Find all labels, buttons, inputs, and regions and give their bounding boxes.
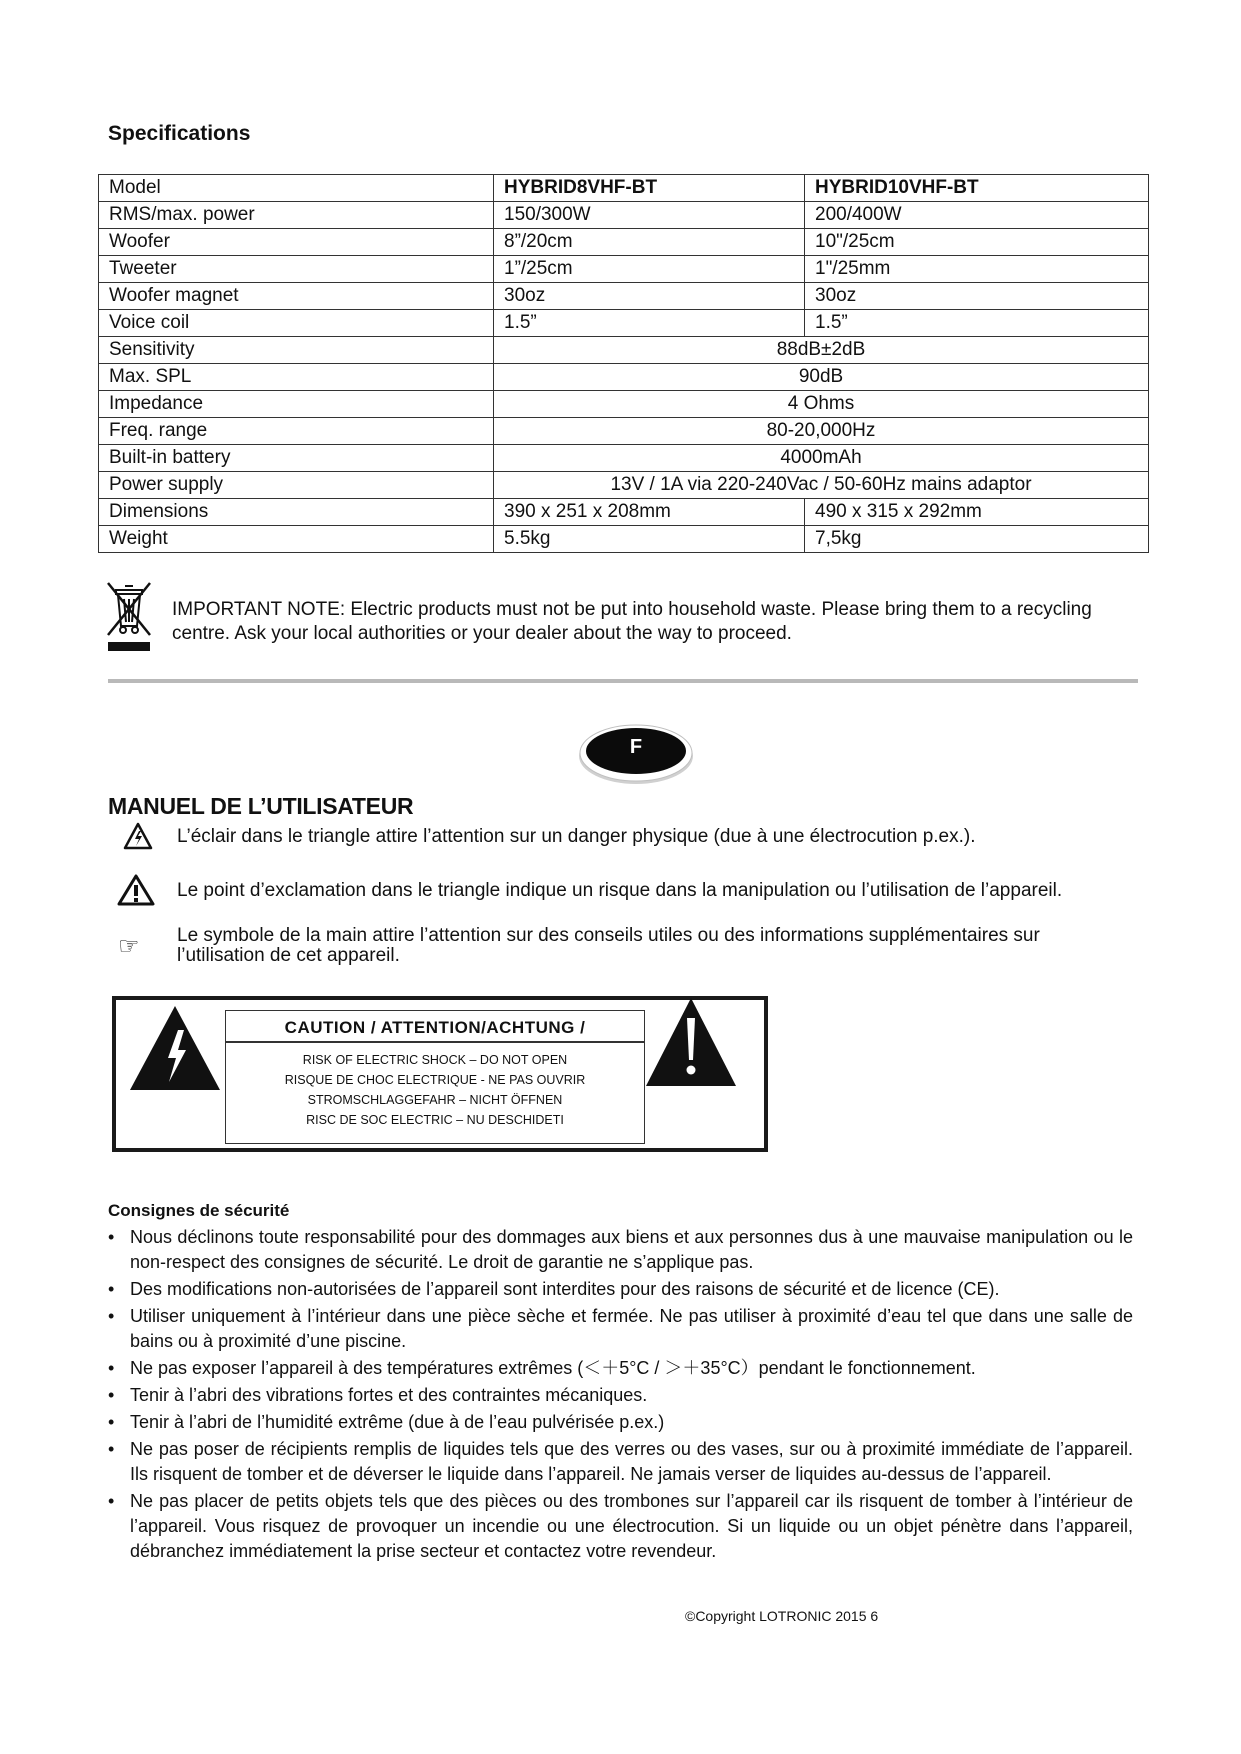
list-item: • Nous déclinons toute responsabilité pour des dommages aux biens et aux personnes dus à une mauvaise manipulation ou le non-respect des consignes de sécurité. Le droit de garantie ne s’applique pas. [108,1225,1133,1275]
table-row [99,337,1149,364]
caution-lines [225,1050,645,1130]
list-item: • Ne pas poser de récipients remplis de liquides tels que des verres ou des vases, sur ou à proximité immédiate de l’appareil. Ils risquent de tomber et de déverser le liquide dans l’appareil. Ne jamais verser de liquides au-dessus de l’appareil. [108,1437,1133,1487]
row-label: Woofer [99,229,494,256]
electric-shock-triangle-icon [128,1004,222,1092]
row-label: Woofer magnet [99,283,494,310]
important-note: IMPORTANT NOTE: Electric products must not be put into household waste. Please bring them to a recycling centre. Ask your local authorities or your dealer about the way to proceed. [172,599,1092,644]
value-hybrid8: 5.5kg [494,526,805,553]
row-label: Tweeter [99,256,494,283]
merged-value: 80-20,000Hz [494,418,1149,445]
table-row [99,499,1149,526]
merged-value: 90dB [494,364,1149,391]
merged-value: 13V / 1A via 220-240Vac / 50-60Hz mains adaptor [494,472,1149,499]
caution-line: RISK OF ELECTRIC SHOCK – DO NOT OPEN [302,1053,568,1067]
caution-line: RISC DE SOC ELECTRIC – NU DESCHIDETI [306,1113,564,1127]
list-item: • Tenir à l’abri de l’humidité extrême (due à de l’eau pulvérisée p.ex.) [108,1410,1133,1435]
section-divider [108,679,1138,683]
table-row [99,445,1149,472]
symbol-text-hand: Le symbole de la main attire l’attention sur des conseils utiles ou des informations supplémentaires sur l’utilisation de cet appareil. [177,925,1040,966]
specifications-title: Specifications [108,122,251,145]
symbol-text-lightning: L’éclair dans le triangle attire l’attention sur un danger physique (due à une électrocution p.ex.). [177,826,976,847]
lightning-warning-icon [123,822,153,850]
table-row [99,202,1149,229]
caution-line: RISQUE DE CHOC ELECTRIQUE - NE PAS OUVRIR [284,1073,586,1087]
value-hybrid10: 30oz [805,283,1149,310]
row-label: Weight [99,526,494,553]
copyright-footer: ©Copyright LOTRONIC 2015 6 [685,1608,879,1624]
value-hybrid8: 8”/20cm [494,229,805,256]
row-label: Power supply [99,472,494,499]
value-hybrid8: 30oz [494,283,805,310]
value-hybrid8: 1”/25cm [494,256,805,283]
list-item: • Utiliser uniquement à l’intérieur dans une pièce sèche et fermée. Ne pas utiliser à proximité d’eau tel que dans une salle de bains ou à proximité d’une piscine. [108,1304,1133,1354]
caution-title: CAUTION / ATTENTION/ACHTUNG / [284,1018,586,1037]
consignes-title: Consignes de sécurité [108,1201,290,1220]
header-cell-hybrid10: HYBRID10VHF-BT [805,175,1149,202]
language-badge [577,720,695,786]
list-item: • Des modifications non-autorisées de l’appareil sont interdites pour des raisons de sécurité et de licence (CE). [108,1277,1133,1302]
table-row [99,391,1149,418]
merged-value: 88dB±2dB [494,337,1149,364]
merged-value: 4 Ohms [494,391,1149,418]
row-label: Dimensions [99,499,494,526]
row-label: Voice coil [99,310,494,337]
list-item: • Ne pas placer de petits objets tels que des pièces ou des trombones sur l’appareil car ils risquent de tomber à l’intérieur de l’appareil. Vous risquez de provoquer un incendie ou une électrocution. Si un liquide ou un objet pénètre dans l’appareil, débranchez immédiatement la prise secteur et contactez votre revendeur. [108,1489,1133,1564]
safety-list [108,1225,1133,1566]
header-cell-model: Model [99,175,494,202]
list-item: • Ne pas exposer l’appareil à des températures extrêmes (＜＋5°C / ＞＋35°C）pendant le fonctionnement. [108,1356,1133,1381]
table-row [99,256,1149,283]
symbol-text-exclamation: Le point d’exclamation dans le triangle indique un risque dans la manipulation ou l’utilisation de l’appareil. [177,880,1063,901]
value-hybrid10: 1"/25mm [805,256,1149,283]
table-row [99,472,1149,499]
row-label: Max. SPL [99,364,494,391]
row-label: Sensitivity [99,337,494,364]
table-row [99,526,1149,553]
caution-title-divider [225,1041,645,1043]
merged-value: 4000mAh [494,445,1149,472]
table-header-row [99,175,1149,202]
manuel-title: MANUEL DE L’UTILISATEUR [108,793,414,819]
value-hybrid8: 390 x 251 x 208mm [494,499,805,526]
value-hybrid10: 10"/25cm [805,229,1149,256]
table-row [99,283,1149,310]
row-label: RMS/max. power [99,202,494,229]
caution-line: STROMSCHLAGGEFAHR – NICHT ÖFFNEN [307,1093,563,1107]
value-hybrid10: 490 x 315 x 292mm [805,499,1149,526]
specifications-table [98,174,1149,553]
badge-letter: F [629,736,643,758]
value-hybrid10: 200/400W [805,202,1149,229]
table-row [99,229,1149,256]
value-hybrid10: 7,5kg [805,526,1149,553]
value-hybrid10: 1.5” [805,310,1149,337]
row-label: Built-in battery [99,445,494,472]
list-item: • Tenir à l’abri des vibrations fortes et des contraintes mécaniques. [108,1383,1133,1408]
row-label: Impedance [99,391,494,418]
weee-crossed-bin-icon [104,580,154,654]
table-row [99,364,1149,391]
exclamation-triangle-icon [644,996,738,1088]
table-row [99,310,1149,337]
value-hybrid8: 1.5” [494,310,805,337]
exclamation-warning-icon [117,874,155,906]
row-label: Freq. range [99,418,494,445]
pointing-hand-icon: ☞ [118,933,140,960]
table-row [99,418,1149,445]
header-cell-hybrid8: HYBRID8VHF-BT [494,175,805,202]
value-hybrid8: 150/300W [494,202,805,229]
